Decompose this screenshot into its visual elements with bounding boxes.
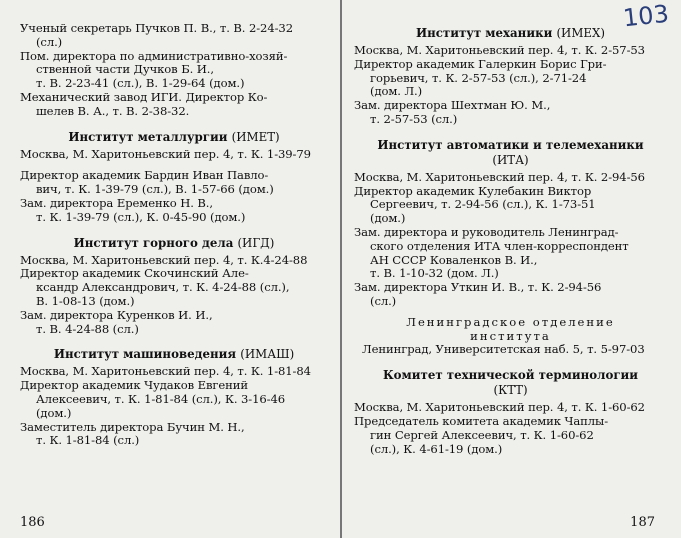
text-line: Зам. директора Уткин И. В., т. К. 2-94-56 (354, 280, 602, 295)
text-line: Москва, М. Харитоньевский пер. 4, т. К.4-24-88 (20, 252, 308, 267)
text-line: Директор академик Галеркин Борис Гри- (354, 56, 607, 71)
text-line: вич, т. К. 1-39-79 (сл.), В. 1-57-66 (дом.) (36, 182, 274, 197)
right-page (342, 0, 681, 538)
text-line: Директор академик Чудаков Евгений (20, 378, 249, 393)
section-heading (354, 138, 667, 153)
subsection-title: Ленинградское отделение (406, 314, 615, 329)
section-abbr: (ИМЕТ) (231, 129, 280, 144)
text-line: Председатель комитета академик Чаплы- (354, 413, 609, 428)
text-line: Зам. директора и руководитель Ленинград- (354, 224, 619, 239)
text-line: (дом.) (370, 211, 406, 226)
text-line: Механический завод ИГИ. Директор Ко- (20, 89, 268, 104)
text-line: Москва, М. Харитоньевский пер. 4, т. К. 2-57-53 (354, 43, 645, 57)
text-line: т. В. 2-23-41 (сл.), В. 1-29-64 (дом.) (36, 76, 245, 91)
section-title: Комитет технической терминологии (382, 368, 639, 383)
text-line: В. 1-08-13 (дом.) (36, 293, 135, 308)
text-line: Москва, М. Харитоньевский пер. 4, т. К. 1-39-79 (20, 146, 311, 161)
section-heading (354, 26, 667, 41)
text-line: Директор академик Бардин Иван Павло- (20, 168, 269, 183)
section-title: Институт машиноведения (53, 347, 237, 362)
page-number: 187 (630, 515, 655, 530)
section-heading (20, 347, 328, 362)
section-heading (20, 236, 328, 251)
text-line: Ученый секретарь Пучков П. В., т. В. 2-24-32 (20, 21, 293, 35)
section-heading (354, 368, 667, 383)
section-abbr: (ИТА) (492, 152, 529, 167)
text-line: Зам. директора Еременко Н. В., (20, 195, 213, 210)
text-line: Алексеевич, т. К. 1-81-84 (сл.), К. 3-16-46 (36, 391, 286, 406)
text-line: Заместитель директора Бучин М. Н., (20, 419, 245, 434)
text-line: (дом.) (36, 405, 72, 420)
page-number: 186 (20, 515, 45, 530)
text-line: шелев В. А., т. В. 2-38-32. (36, 103, 190, 118)
section-abbr: (КТТ) (493, 383, 528, 398)
text-line: т. К. 1-81-84 (сл.) (36, 433, 140, 448)
text-line: гин Сергей Алексеевич, т. К. 1-60-62 (370, 427, 594, 442)
section-title: Институт горного дела (73, 235, 234, 250)
text-line: АН СССР Коваленков В. И., (370, 252, 538, 267)
subsection-title: института (470, 328, 551, 343)
section-title: Институт автоматики и телемеханики (377, 137, 644, 152)
text-line: (дом. Л.) (370, 84, 423, 99)
text-line: Москва, М. Харитоньевский пер. 4, т. К. 1-81-84 (20, 364, 311, 379)
text-line: Зам. директора Шехтман Ю. М., (354, 98, 551, 113)
section-heading (354, 383, 667, 398)
text-line: т. 2-57-53 (сл.) (370, 111, 458, 126)
text-line: Сергеевич, т. 2-94-56 (сл.), К. 1-73-51 (370, 197, 596, 212)
text-line: Ленинград, Университетская наб. 5, т. 5-97-03 (362, 342, 645, 357)
text-line: (сл.), К. 4-61-19 (дом.) (370, 441, 503, 456)
section-title: Институт металлургии (68, 129, 228, 144)
section-abbr: (ИМАШ) (240, 347, 295, 362)
text-line: Пом. директора по административно-хозяй- (20, 48, 288, 63)
text-line: Зам. директора Куренков И. И., (20, 307, 213, 322)
text-line: ственной части Дучков Б. И., (36, 62, 214, 77)
text-line: т. В. 4-24-88 (сл.) (36, 321, 139, 336)
section-heading (354, 153, 667, 168)
section-heading (20, 130, 328, 145)
text-line: (сл.) (370, 293, 397, 308)
section-title: Институт механики (415, 26, 553, 40)
text-line: Москва, М. Харитоньевский пер. 4, т. К. 1-60-62 (354, 400, 645, 415)
handwritten-page-mark: 103 (621, 0, 671, 33)
text-line: Директор академик Кулебакин Виктор (354, 183, 592, 198)
text-line: ксандр Александрович, т. К. 4-24-88 (сл.), (36, 280, 290, 295)
text-line: горьевич, т. К. 2-57-53 (сл.), 2-71-24 (370, 70, 587, 85)
text-line: Москва, М. Харитоньевский пер. 4, т. К. 2-94-56 (354, 169, 645, 184)
text-line: (сл.) (36, 34, 63, 49)
left-page (0, 0, 340, 538)
text-line: т. В. 1-10-32 (дом. Л.) (370, 266, 499, 281)
text-line: ского отделения ИТА член-корреспондент (370, 238, 629, 253)
text-line: Директор академик Скочинский Але- (20, 266, 249, 281)
section-abbr: (ИМЕХ) (556, 26, 606, 40)
section-abbr: (ИГД) (237, 235, 275, 250)
text-line: т. К. 1-39-79 (сл.), К. 0-45-90 (дом.) (36, 209, 246, 224)
